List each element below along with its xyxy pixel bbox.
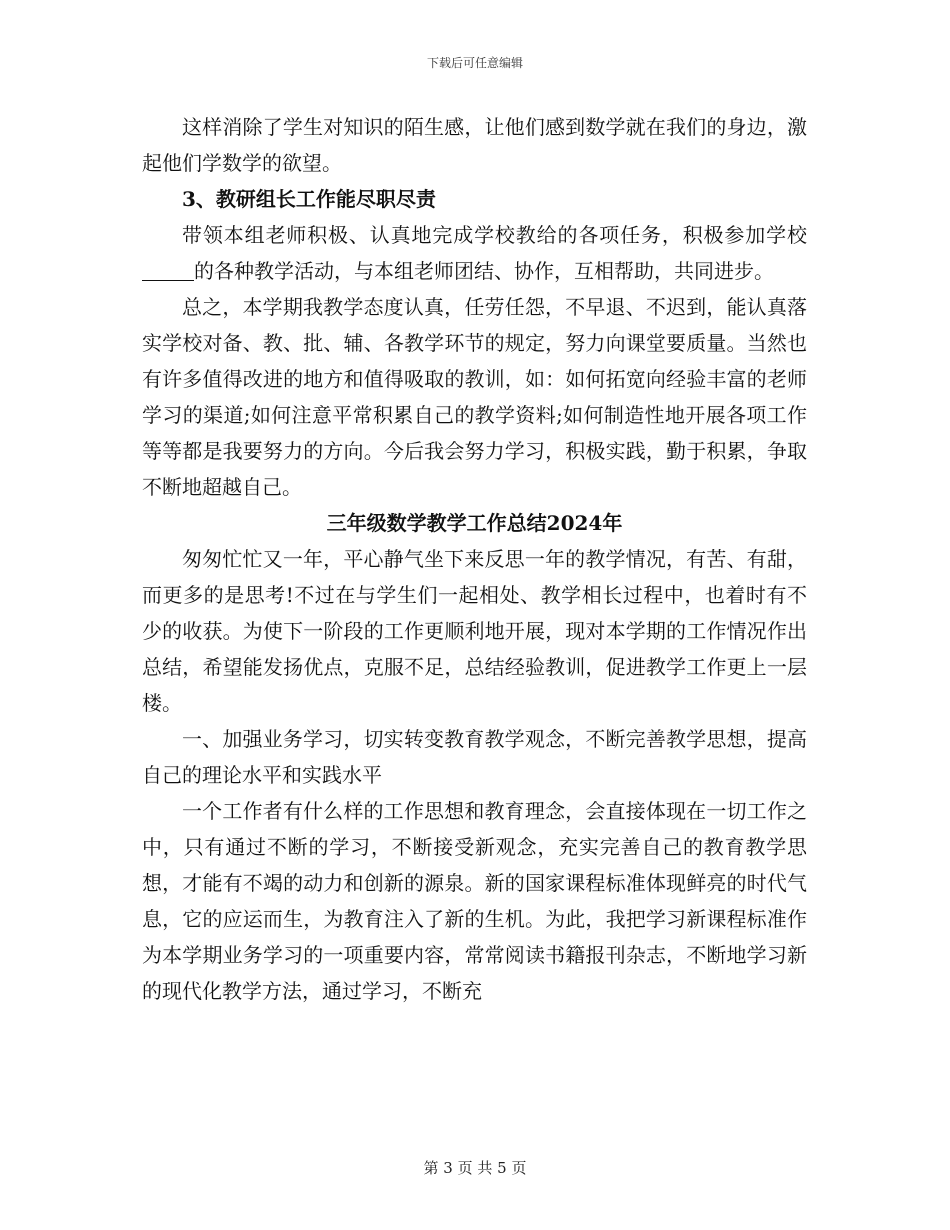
section-heading: 3、教研组长工作能尽职尽责	[182, 187, 436, 211]
paragraph-text: 带领本组老师积极、认真地完成学校教给的各项任务，积极参加学校	[182, 223, 807, 247]
section-heading: 一、加强业务学习，切实转变教育教学观念，不断完善教学思想，提高自己的理论水平和实践水平	[142, 727, 807, 787]
document-title: 三年级数学教学工作总结2024年	[326, 511, 623, 535]
paragraph: 这样消除了学生对知识的陌生感，让他们感到数学就在我们的身边，激起他们学数学的欲望。	[142, 115, 807, 175]
paragraph	[142, 217, 807, 289]
fill-blank	[142, 260, 194, 281]
page-header: 下载后可任意编辑	[426, 56, 523, 70]
paragraph: 匆匆忙忙又一年，平心静气坐下来反思一年的教学情况，有苦、有甜，而更多的是思考!不过在与学生们一起相处、教学相长过程中，也着时有不少的收获。为使下一阶段的工作更顺利地开展，现对本学期的工作情况作出总结，希望能发扬优点，克服不足，总结经验教训，促进教学工作更上一层楼。	[142, 547, 807, 715]
paragraph: 一个工作者有什么样的工作思想和教育理念，会直接体现在一切工作之中，只有通过不断的学习，不断接受新观念，充实完善自己的教育教学思想，才能有不竭的动力和创新的源泉。新的国家课程标准体现鲜亮的时代气息，它的应运而生，为教育注入了新的生机。为此，我把学习新课程标准作为本学期业务学习的一项重要内容，常常阅读书籍报刊杂志，不断地学习新的现代化教学方法，通过学习，不断充	[142, 799, 807, 1003]
document-body	[142, 109, 807, 1009]
paragraph-text: 的各种教学活动，与本组老师团结、协作，互相帮助，共同进步。	[194, 259, 774, 283]
page-number: 第 3 页 共 5 页	[423, 1159, 527, 1177]
paragraph: 总之，本学期我教学态度认真，任劳任怨，不早退、不迟到，能认真落实学校对备、教、批、辅、各教学环节的规定，努力向课堂要质量。当然也有许多值得改进的地方和值得吸取的教训，如：如何拓宽向经验丰富的老师学习的渠道;如何注意平常积累自己的教学资料;如何制造性地开展各项工作等等都是我要努力的方向。今后我会努力学习，积极实践，勤于积累，争取不断地超越自己。	[142, 295, 807, 499]
